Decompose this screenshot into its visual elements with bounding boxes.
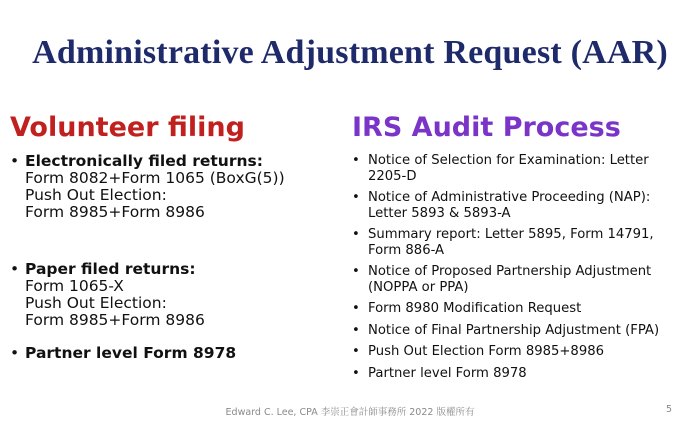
left-bullet-list	[10, 153, 340, 362]
list-item	[10, 345, 340, 362]
item-line: Push Out Election Form 8985+8986	[368, 344, 604, 359]
item-line: Push Out Election:	[25, 186, 167, 204]
list-item	[352, 264, 692, 295]
list-item	[10, 261, 340, 329]
item-line: Notice of Administrative Proceeding (NAP):	[368, 190, 651, 205]
item-line: Form 8082+Form 1065 (BoxG(5))	[25, 169, 285, 187]
bullet-icon: •	[10, 344, 20, 362]
item-line: Form 8980 Modification Request	[368, 301, 582, 316]
item-line: Form 1065-X	[25, 277, 124, 295]
right-heading: IRS Audit Process	[352, 112, 621, 143]
bullet-icon: •	[352, 344, 360, 359]
item-heading: Paper filed returns:	[25, 260, 196, 278]
slide-title: Administrative Adjustment Request (AAR)	[32, 34, 668, 71]
list-item	[352, 227, 692, 258]
item-line: Form 886-A	[368, 242, 445, 258]
bullet-icon: •	[352, 365, 360, 381]
right-column	[352, 112, 692, 387]
bullet-icon: •	[10, 152, 20, 170]
page-number: 5	[666, 404, 673, 415]
list-item	[352, 190, 692, 221]
list-item	[10, 153, 340, 221]
item-line: (NOPPA or PPA)	[368, 279, 469, 295]
bullet-icon: •	[352, 322, 360, 338]
list-item	[352, 344, 692, 360]
left-heading: Volunteer filing	[10, 112, 245, 143]
item-line: Summary report: Letter 5895, Form 14791,	[368, 227, 654, 242]
item-line: Partner level Form 8978	[368, 365, 527, 381]
bullet-icon: •	[352, 190, 360, 205]
list-item	[352, 153, 692, 184]
left-column	[10, 112, 340, 362]
item-heading: Electronically filed returns:	[25, 152, 263, 170]
list-item	[352, 323, 692, 339]
item-line: Form 8985+Form 8986	[25, 203, 205, 221]
item-line: Notice of Final Partnership Adjustment (FPA)	[368, 322, 660, 338]
item-line: Form 8985+Form 8986	[25, 311, 205, 329]
bullet-icon: •	[10, 260, 20, 278]
item-line: Push Out Election:	[25, 294, 167, 312]
item-line: Notice of Proposed Partnership Adjustment	[368, 264, 652, 279]
bullet-icon: •	[352, 264, 360, 279]
item-heading: Partner level Form 8978	[25, 344, 237, 362]
right-bullet-list	[352, 153, 692, 381]
footer-text: Edward C. Lee, CPA 李崇正會計師事務所 2022 版權所有	[225, 407, 475, 418]
bullet-icon: •	[352, 153, 360, 168]
item-line: Notice of Selection for Examination: Letter	[368, 153, 649, 168]
item-line: Letter 5893 & 5893-A	[368, 205, 511, 221]
item-line: 2205-D	[368, 168, 417, 184]
bullet-icon: •	[352, 301, 360, 316]
bullet-icon: •	[352, 227, 360, 242]
list-item	[352, 366, 692, 382]
list-item	[352, 301, 692, 317]
